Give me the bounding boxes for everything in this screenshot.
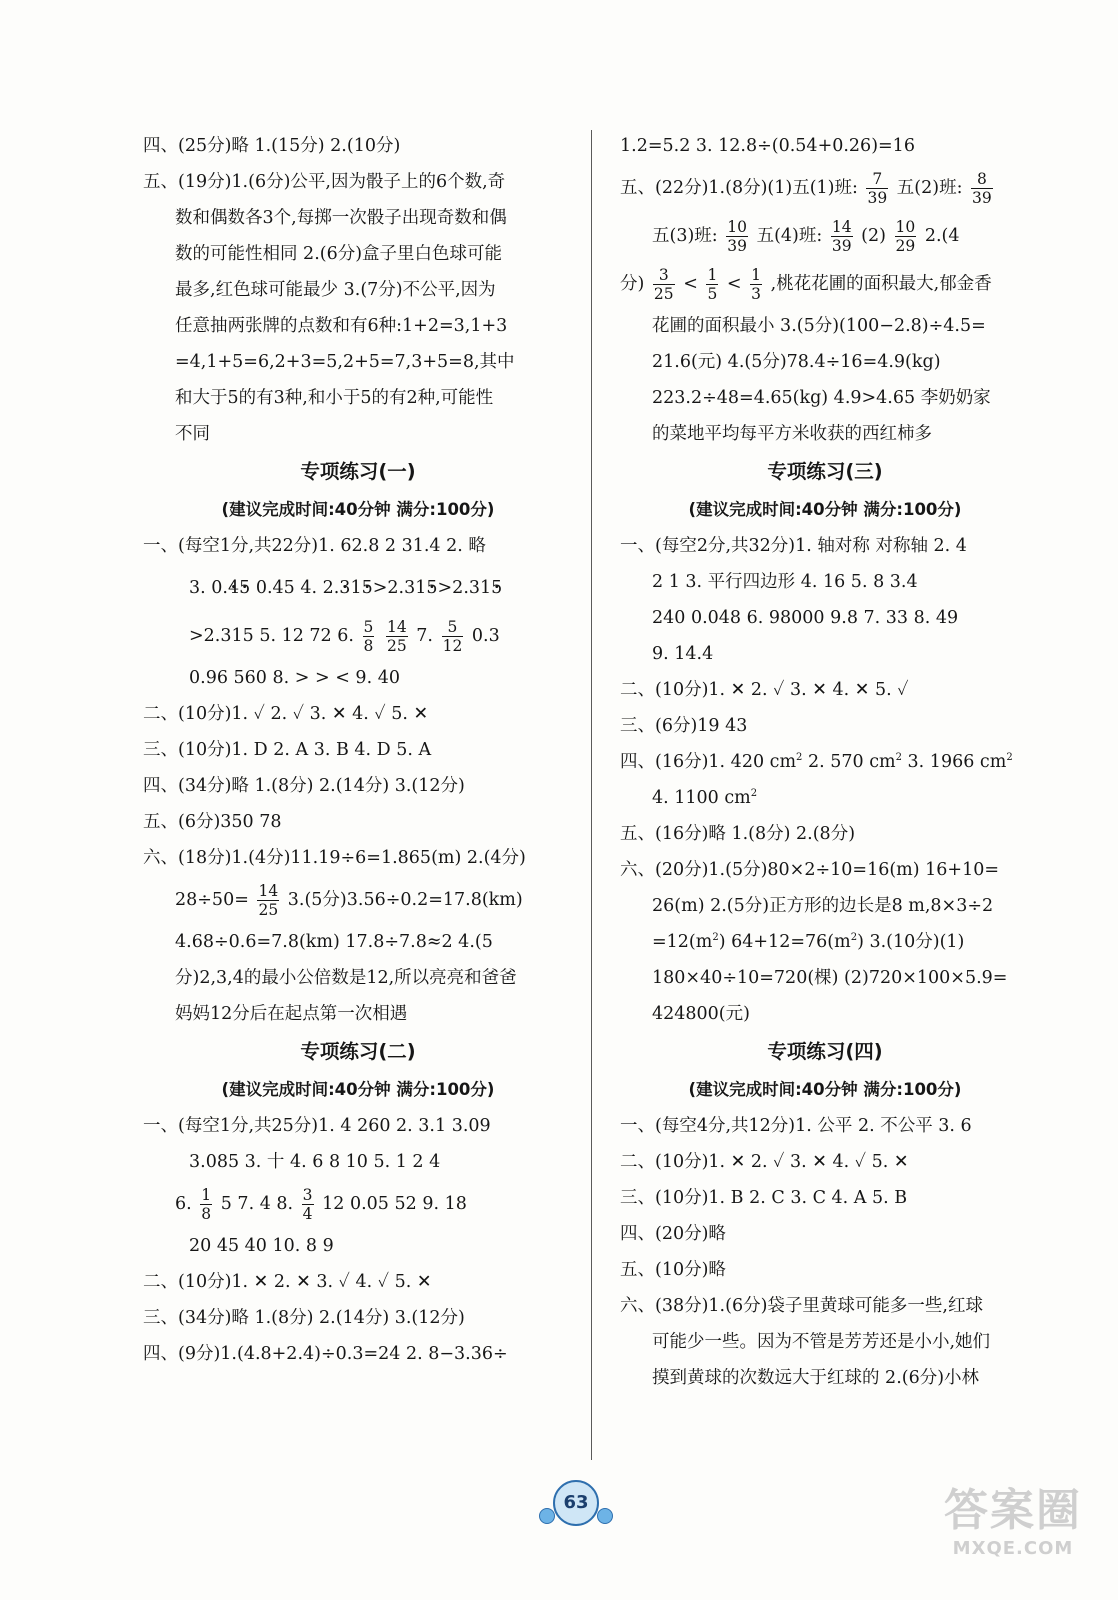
answer-line: 数的可能性相同 2.(6分)盒子里白色球可能 (175, 244, 503, 264)
bubble-icon (539, 1508, 555, 1524)
text: 分) (620, 274, 645, 294)
superscript: 2 (1006, 752, 1013, 763)
watermark-url: MXQE.COM (952, 1538, 1074, 1559)
section-subtitle: (建议完成时间:40分钟 满分:100分) (688, 500, 962, 519)
section-subtitle: (建议完成时间:40分钟 满分:100分) (221, 500, 495, 519)
answer-line: 四、(25分)略 1.(15分) 2.(10分) (143, 136, 401, 156)
text: 3.(5分)3.56÷0.2=17.8(km) (287, 890, 523, 910)
fraction: $\frac{14}{25}$ (386, 617, 407, 655)
answer-line: 五、(16分)略 1.(8分) 2.(8分) (620, 824, 856, 844)
text: 12 0.05 52 9. 18 (322, 1194, 467, 1214)
section-subtitle: (建议完成时间:40分钟 满分:100分) (688, 1080, 962, 1099)
fraction: $\frac{14}{25}$ (258, 881, 279, 919)
answer-line-fractions (620, 260, 1030, 308)
text: 28÷50= (175, 890, 249, 910)
dotted-digit: 5 · (362, 578, 373, 598)
answer-line: 六、(38分)1.(6分)袋子里黄球可能多一些,红球 (620, 1296, 983, 1316)
answer-line: 摸到黄球的次数远大于红球的 2.(6分)小林 (652, 1368, 980, 1388)
fraction: $\frac{8}{39}$ (972, 169, 992, 207)
bubble-icon (597, 1508, 613, 1524)
answer-line: 2 1 3. 平行四边形 4. 16 5. 8 3.4 (652, 572, 918, 592)
answer-line: 一、(每空4分,共12分)1. 公平 2. 不公平 3. 6 (620, 1116, 972, 1136)
answer-line: 四、(34分)略 1.(8分) 2.(14分) 3.(12分) (143, 776, 465, 796)
text: 五(3)班: (652, 226, 718, 246)
text: 五(4)班: (756, 226, 823, 246)
section-subtitle: (建议完成时间:40分钟 满分:100分) (221, 1080, 495, 1099)
answer-line: 240 0.048 6. 98000 9.8 7. 33 8. 49 (652, 608, 959, 628)
answer-line: 可能少一些。因为不管是芳芳还是小小,她们 (652, 1332, 991, 1352)
answer-line: 二、(10分)1. ✕ 2. ✓ 3. ✕ 4. ✓ 5. ✕ (620, 1152, 909, 1172)
fraction: $\frac{7}{39}$ (867, 169, 888, 207)
fraction: $\frac{1}{3}$ (751, 265, 762, 303)
answer-line: 花圃的面积最小 3.(5分)(100−2.8)÷4.5= (652, 316, 986, 336)
answer-line: 的菜地平均每平方米收获的西红柿多 (652, 424, 932, 444)
section-title: 专项练习(二) (300, 1040, 416, 1063)
answer-line: 3.085 3. 十 4. 6 8 10 5. 1 2 4 (189, 1152, 441, 1172)
answer-line-area (620, 780, 1030, 816)
answer-line: 五、(19分)1.(6分)公平,因为骰子上的6个数,奇 (143, 172, 506, 192)
text: 0.45 4. 2. (250, 578, 340, 598)
answer-line: 数和偶数各3个,每掷一次骰子出现奇数和偶 (175, 208, 507, 228)
answer-line-area (620, 924, 1030, 960)
answer-line: 不同 (175, 424, 210, 444)
text: < (683, 274, 698, 294)
answer-line-fractions (620, 164, 1030, 212)
fraction: $\frac{5}{8}$ (363, 617, 374, 655)
page-number: 63 (553, 1480, 599, 1526)
text: 7. (416, 626, 433, 646)
text: 1 (350, 578, 362, 598)
text: ,桃花花圃的面积最大,郁金香 (770, 274, 992, 294)
answer-line: 21.6(元) 4.(5分)78.4÷16=4.9(kg) (652, 352, 941, 372)
answer-line: 分)2,3,4的最小公倍数是12,所以亮亮和爸爸 (175, 968, 517, 988)
text: (2) (861, 226, 886, 246)
text: 五(2)班: (896, 178, 963, 198)
answer-line: 三、(10分)1. D 2. A 3. B 4. D 5. A (143, 740, 432, 760)
answer-line: 20 45 40 10. 8 9 (189, 1236, 334, 1256)
right-column (620, 128, 1030, 1396)
answer-line-areas (620, 744, 1030, 780)
answer-line: 一、(每空1分,共25分)1. 4 260 2. 3.1 3.09 (143, 1116, 491, 1136)
text: >2.315 5. 12 72 6. (189, 626, 354, 646)
dotted-digit: 3 · (339, 578, 350, 598)
answer-line: 任意抽两张牌的点数和有6种:1+2=3,1+3 (175, 316, 508, 336)
section-title: 专项练习(三) (767, 460, 883, 483)
answer-line: 424800(元) (652, 1004, 750, 1024)
answer-line: 五、(6分)350 78 (143, 812, 282, 832)
text: >2. (372, 578, 405, 598)
text: 31 (468, 578, 492, 598)
text: 2.(4 (924, 226, 960, 246)
superscript: 2 (750, 788, 758, 799)
answer-line: 四、(9分)1.(4.8+2.4)÷0.3=24 2. 8−3.36÷ (143, 1344, 508, 1364)
fraction: $\frac{1}{5}$ (707, 265, 718, 303)
fraction: $\frac{14}{39}$ (831, 217, 852, 255)
watermark-logo (938, 1484, 1088, 1570)
section-title: 专项练习(四) (767, 1040, 883, 1063)
text: 4. 1100 cm (652, 788, 751, 808)
answer-line: 五、(10分)略 (620, 1260, 726, 1280)
left-column (143, 128, 573, 1372)
text: 3. 1966 cm (901, 752, 1007, 772)
section-title: 专项练习(一) (300, 460, 416, 483)
text: ) 3.(10分)(1) (857, 932, 965, 952)
answer-line: 223.2÷48=4.65(kg) 4.9>4.65 李奶奶家 (652, 388, 991, 408)
answer-line: 一、(每空2分,共32分)1. 轴对称 对称轴 2. 4 (620, 536, 967, 556)
text: 2. 570 cm (802, 752, 896, 772)
fraction: $\frac{10}{39}$ (727, 217, 747, 255)
superscript: 2 (895, 752, 902, 763)
answer-line: 六、(18分)1.(4分)11.19÷6=1.865(m) 2.(4分) (143, 848, 526, 868)
answer-line: 0.96 560 8. > > < 9. 40 (189, 668, 400, 688)
answer-line: 三、(6分)19 43 (620, 716, 748, 736)
watermark-text: 答案圈 (944, 1485, 1082, 1536)
text: 5 7. 4 8. (220, 1194, 294, 1214)
dotted-digit: 4 · (228, 578, 239, 598)
text: 6. (175, 1194, 192, 1214)
column-divider (591, 130, 592, 1460)
answer-line-fractions (143, 612, 573, 660)
fraction: $\frac{3}{4}$ (302, 1185, 313, 1223)
answer-line-fraction (143, 876, 573, 924)
answer-line: 最多,红色球可能最少 3.(7分)不公平,因为 (175, 280, 496, 300)
page-number-badge (545, 1478, 605, 1528)
answer-line: 和大于5的有3种,和小于5的有2种,可能性 (175, 388, 494, 408)
answer-line-fractions (620, 212, 1030, 260)
superscript: 2 (712, 932, 719, 943)
answer-line: 三、(34分)略 1.(8分) 2.(14分) 3.(12分) (143, 1308, 465, 1328)
superscript: 2 (796, 752, 803, 763)
answer-line: 4.68÷0.6=7.8(km) 17.8÷7.8≈2 4.(5 (175, 932, 493, 952)
answer-line: 妈妈12分后在起点第一次相遇 (175, 1004, 408, 1024)
answer-line: 二、(10分)1. ✕ 2. ✕ 3. ✓ 4. ✓ 5. ✕ (143, 1272, 432, 1292)
answer-line-fractions (143, 1180, 573, 1228)
answer-line-repeating-decimals (143, 564, 573, 612)
text: < (726, 274, 742, 294)
fraction: $\frac{5}{12}$ (442, 617, 463, 655)
text: 0.3 (471, 626, 500, 646)
answer-line: 26(m) 2.(5分)正方形的边长是8 m,8×3÷2 (652, 896, 994, 916)
answer-line: 二、(10分)1. ✓ 2. ✓ 3. ✕ 4. ✓ 5. ✕ (143, 704, 429, 724)
answer-line: 四、(20分)略 (620, 1224, 726, 1244)
answer-line: 一、(每空1分,共22分)1. 62.8 2 31.4 2. 略 (143, 536, 486, 556)
text: 四、(16分)1. 420 cm (620, 752, 797, 772)
fraction: $\frac{1}{8}$ (201, 1185, 212, 1223)
answer-line: 六、(20分)1.(5分)80×2÷10=16(m) 16+10= (620, 860, 1000, 880)
answer-line: 180×40÷10=720(棵) (2)720×100×5.9= (652, 968, 1008, 988)
answer-line: 二、(10分)1. ✕ 2. ✓ 3. ✕ 4. ✕ 5. ✓ (620, 680, 909, 700)
dotted-digit: 5 · (239, 578, 250, 598)
text: 3. 0. (189, 578, 228, 598)
superscript: 2 (850, 932, 858, 943)
dotted-digit: 5 · (491, 578, 502, 598)
text: ) 64+12=76(m (718, 932, 851, 952)
answer-line: 1.2=5.2 3. 12.8÷(0.54+0.26)=16 (620, 136, 915, 156)
fraction: $\frac{10}{29}$ (895, 217, 916, 255)
dotted-digit: 5 · (426, 578, 437, 598)
fraction: $\frac{3}{25}$ (653, 265, 674, 303)
text: =12(m (652, 932, 713, 952)
text: >2. (437, 578, 469, 598)
answer-line: 9. 14.4 (652, 644, 714, 664)
answer-line: =4,1+5=6,2+3=5,2+5=7,3+5=8,其中 (175, 352, 515, 372)
text: 五、(22分)1.(8分)(1)五(1)班: (620, 178, 858, 198)
text: 31 (404, 578, 427, 598)
answer-line: 三、(10分)1. B 2. C 3. C 4. A 5. B (620, 1188, 908, 1208)
